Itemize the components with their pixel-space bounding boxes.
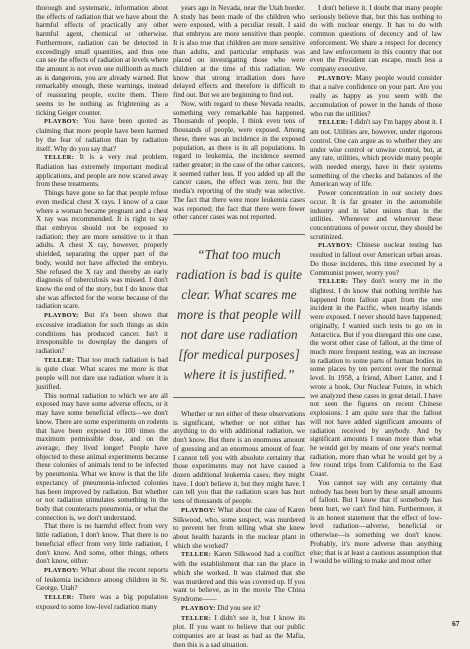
paragraph-text: thorough and systematic, information about the effects of radiation that we have about the harmful effects of practically any other harmful agent, chemical or otherwise. Furthermore, radiation can be detected in exceedingly small quantities, and thus one can see the effects of radiation at levels where the amount is not even one millionth as much as is dangerous, you are already warned. But remarkably enough, these warnings, instead of reassuring people, excite them. There seems to be nothing as frightening as a ticking Geiger counter. (36, 4, 168, 117)
article-paragraph (36, 153, 168, 189)
paragraph-text: Chinese nuclear testing has resulted in fallout over American urban areas. Do those incidents, this time executed by a Communist power, worry you? (310, 241, 442, 276)
speaker-label: TELLER: (318, 278, 348, 285)
article-column-1 (36, 4, 168, 612)
article-paragraph (310, 479, 442, 566)
article-paragraph (36, 356, 168, 392)
paragraph-text: This normal radiation to which we are all exposed may have some adverse effects, or it may have some beneficial effects—we don't know. There are some experiments on rodents that have been exposed to 100 times the maximum permissible dose, and on the average, they lived longer! People have objected to these animal experiments because these colonies of animals tend to be infected by pneumonia. What we know is that the life expectancy of pneumonia-infected colonies has been improved by radiation. But whether or not radiation stimulates something in the body that counteracts pneumonia, or what the connection is, we don't understand. (36, 392, 168, 522)
paragraph-text: Things have gone so far that people refuse even medical chest X rays. I know of a case where a woman became pregnant and a chest X ray was recommended. It is right to say that embryos should not be exposed to radiation; they are more sensitive to it than adults. A chest X ray, however, properly shielded, separating the upper part of the body, would not have affected the embryo. She refused the X ray and thereby an early diagnosis of tuberculosis was missed. I don't know the end of the story, but I do know that she was affected for the worse because of the radiation scare. (36, 189, 168, 310)
paragraph-text: I didn't see it, but I know its plot. If you want to believe that our public companies are at least as bad as the Mafia, then this is a sad situation. (173, 614, 305, 649)
page-number: 67 (452, 619, 460, 628)
paragraph-text: I didn't say I'm happy about it. I am not. Utilities are, however, under rigorous control. One can argue as to whether they are under wise control or unwise control, but, at any rate, utilities, which provide many people with needed energy, have in their systems something of the checks and balances of the American way of life. (310, 118, 442, 188)
speaker-label: TELLER: (181, 615, 211, 622)
article-paragraph (173, 100, 305, 222)
paragraph-text: You have been quoted as claiming that more people have been harmed by the fear of radiation than by radiation itself. Why do you say that? (36, 117, 168, 152)
speaker-label: PLAYBOY: (318, 242, 353, 249)
paragraph-text: years ago in Nevada, near the Utah border. A study has been made of the children who were exposed, with a peculiar result. I said that embryos are more sensitive than people. It is also true that children are more sensitive than adults, and particular emphasis was placed on investigating those who were children at the time of this radiation. We know that strong irradiation does have delayed effects and therefore is difficult to find out. But we are beginning to find out. (173, 4, 305, 99)
article-column-2 (173, 4, 305, 644)
paragraph-text: Whether or not either of these observations is significant, whether or not either has anything to do with additional radiation, we don't know. But there is an enormous amount of guessing and an enormous amount of fear. I cannot tell you with absolute certainty that those experiments may not have caused a dozen additional leukemia cases; they might have. I don't believe it, but they might have. I can tell you that the radiation scare has hurt tens of thousands of people. (173, 410, 305, 505)
speaker-label: PLAYBOY: (181, 507, 216, 514)
article-paragraph (36, 117, 168, 153)
paragraph-text: But it's been shown that excessive irradiation for such things as skin conditions has produced cancer. Isn't it irresponsible to downplay the dangers of radiation? (36, 311, 168, 355)
speaker-label: PLAYBOY: (44, 312, 79, 319)
paragraph-text: They don't worry me in the slightest. I do know that nothing terrible has happened from fallout apart from the one incident in the Pacific, when nearby islands were exposed. I never should have happened; originally, I wanted such tests to go on in Antarctica. But if you disregard this one case, the worst other case of fallout, at the time of much more frequent testing, was an increase in radiation to some parts of human bodies in some places by ten percent over the normal level. In 1958, a friend, Albert Latter, and I wrote a book, Our Nuclear Future, in which we analyzed these cases in great detail. I have not seen the figures on recent Chinese explosions. I am quite sure that the fallout will not have added significant amounts of radiation received by anybody. And by significant amounts I mean more than what he would get by means of one year's normal radiation, more than what he would get by a few round trips from California to the East Coast. (310, 277, 442, 478)
speaker-label: PLAYBOY: (181, 605, 216, 612)
paragraph-text: What about the case of Karen Silkwood, who, some suspect, was murdered to prevent her from telling what she knew about health hazards in the nuclear plant in which she worked? (173, 506, 305, 550)
paragraph-text: Did you see it? (217, 604, 260, 612)
speaker-label: TELLER: (44, 594, 74, 601)
article-paragraph (310, 241, 442, 277)
article-paragraph (310, 277, 442, 479)
article-paragraph (173, 550, 305, 603)
article-paragraph (36, 311, 168, 356)
paragraph-text: Karen Silkwood had a conflict with the establishment that ran the place in which she worked. It was claimed that she was murdered and this was covered up. If you want to believe, as in the movie The China Syndrome—— (173, 550, 305, 603)
paragraph-text: That too much radiation is bad is quite clear. What scares me more is that people will not dare use radiation where it is justified. (36, 356, 168, 391)
article-paragraph (310, 74, 442, 119)
paragraph-text: There was a big population exposed to some low-level radiation many (36, 593, 168, 611)
article-paragraph (310, 4, 442, 74)
speaker-label: TELLER: (318, 119, 348, 126)
article-paragraph (36, 593, 168, 611)
article-column-3 (310, 4, 442, 566)
article-paragraph (36, 566, 168, 593)
speaker-label: TELLER: (181, 551, 211, 558)
paragraph-text: That there is no harmful effect from very little radiation, I don't know. That there is no beneficial effect from very little radiation, I don't know. And some, other things, others don't know, either. (36, 522, 168, 565)
speaker-label: PLAYBOY: (318, 75, 353, 82)
article-paragraph (310, 189, 442, 241)
speaker-label: PLAYBOY: (44, 118, 79, 125)
speaker-label: TELLER: (44, 154, 74, 161)
article-paragraph (173, 604, 305, 614)
pull-quote: “That too much radiation is bad is quite clear. What scares me more is that people will not dare use radiation [for medical purposes] where it is justified.” (173, 234, 305, 398)
article-paragraph (36, 4, 168, 117)
article-paragraph (173, 506, 305, 551)
article-paragraph (173, 4, 305, 100)
speaker-label: TELLER: (44, 357, 74, 364)
article-paragraph (173, 410, 305, 506)
article-paragraph (310, 118, 442, 189)
paragraph-text: You cannot say with any certainty that nobody has been hurt by these small amounts of fallout. But I know that if somebody has been hurt, we can't find him. Furthermore, it is an honest statement that the effect of low-level radiation—adverse, beneficial or otherwise—is something we don't know. Probably, it's more adverse than anything else; that is at least a cautious assumption that I would be willing to make and most other (310, 479, 442, 565)
paragraph-text: What about the recent reports of leukemia incidence among children in St. George, Utah? (36, 566, 168, 592)
article-paragraph (36, 189, 168, 311)
speaker-label: PLAYBOY: (44, 567, 79, 574)
article-paragraph (36, 522, 168, 566)
article-paragraph (173, 614, 305, 649)
paragraph-text: I don't believe it. I doubt that many people seriously believe that, but this has nothing to do with nuclear energy. It has to do with common questions of decency and of law enforcement. We share a respect for decency and law enforcement in this country that not even the President can escape, much less a company executive. (310, 4, 442, 73)
paragraph-text: It is a very real problem. Radiation has extremely important medical applications, and people are now scared away from these treatments. (36, 153, 168, 188)
article-paragraph (36, 392, 168, 523)
paragraph-text: Many people would consider that a naïve confidence on your part. Are you really as happy as you seem with the accumulation of power in the hands of those who run the utilities? (310, 74, 442, 118)
paragraph-text: Power concentration in our society does occur. It is far greater in the automobile industry and in labor unions than in the utilities. Whenever and wherever these concentrations of power occur, they should be scrutinized. (310, 189, 442, 241)
paragraph-text: Now, with regard to these Nevada results, something very remarkable has happened. Thousands of people, I think even tens of thousands of people, were exposed. Among these, there was an incidence in the exposed population, as there is in all populations. In regard to leukemia, the incidence seemed rather greater; in the case of the other cancers, it seemed rather less. If you added up all the cancer cases, the effect was zero, but the media's reporting of the study was selective. The fact that there were more leukemia cases was reported; the fact that there were fewer other cancer cases was not reported. (173, 100, 305, 221)
